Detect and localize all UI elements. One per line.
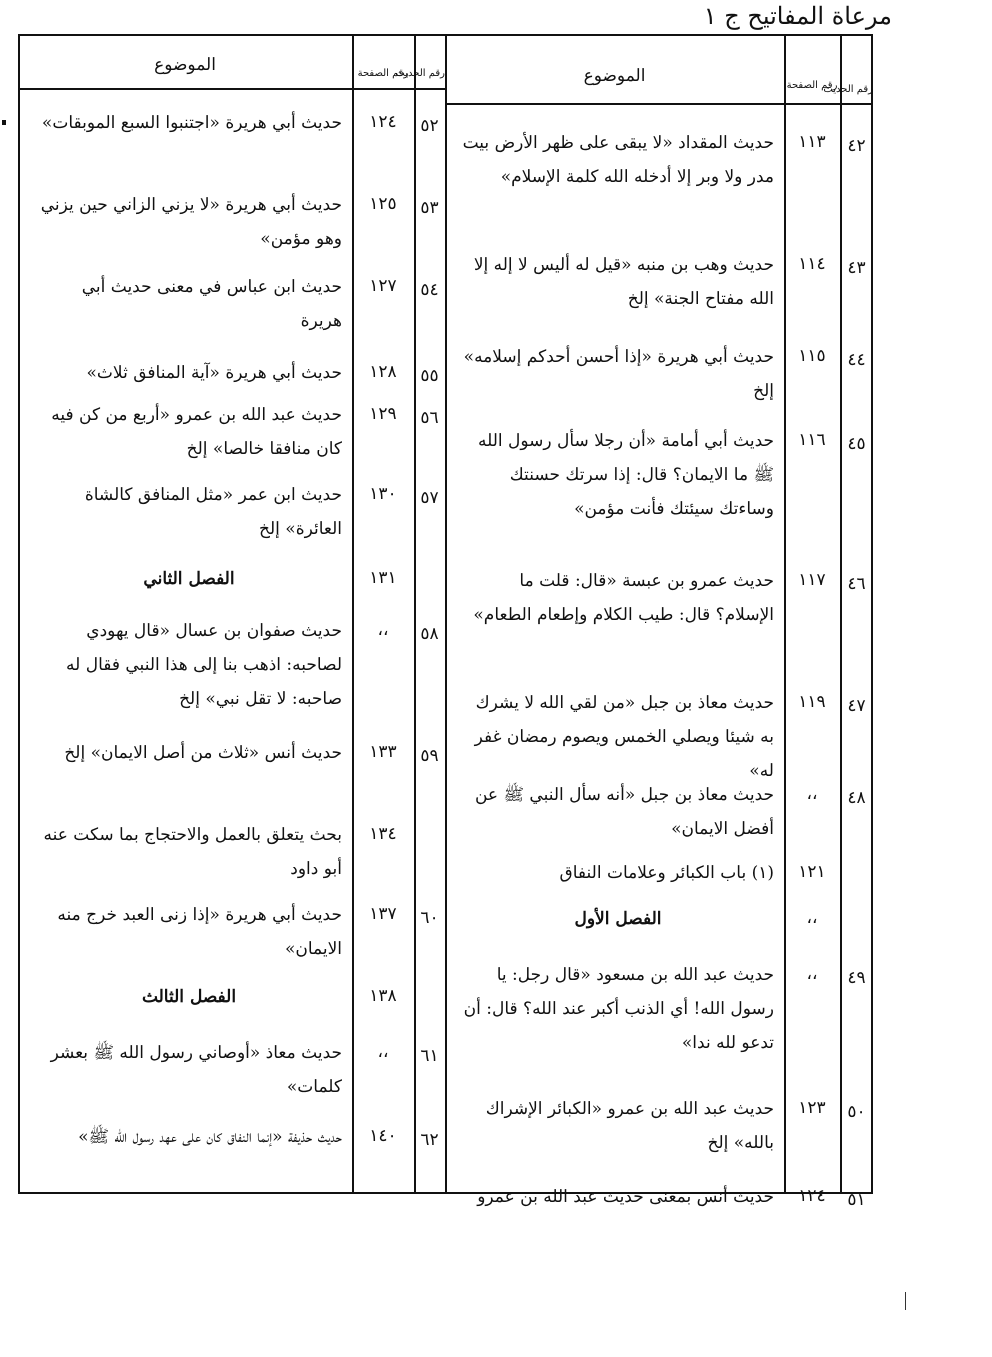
topic-entry-left: حديث صفوان بن عسال «قال يهودي لصاحبه: اذهب بنا إلى هذا النبي فقال له صاحبه: لا تقل نبي» إلخ bbox=[66, 621, 342, 709]
rule-right-hadith bbox=[840, 34, 842, 1194]
page-number-left: ١٣١ bbox=[369, 568, 397, 588]
hadith-number-left: ٥٢ bbox=[420, 116, 439, 136]
page-number-right: ١١٦ bbox=[798, 430, 826, 450]
hadith-number-left: ٥٦ bbox=[420, 408, 439, 428]
topic-entry-right: حديث عبد الله بن عمرو «الكبائر الإشراك بالله» إلخ bbox=[485, 1099, 774, 1153]
page-number-right: ١٢٤ bbox=[798, 1186, 826, 1206]
hadith-number-right: ٤٨ bbox=[847, 788, 866, 808]
header-topic-left: الموضوع bbox=[154, 55, 216, 75]
page-number-right: ١١٣ bbox=[798, 132, 826, 152]
hadith-number-right: ٤٣ bbox=[847, 258, 866, 278]
page-number-left: ١٤٠ bbox=[369, 1126, 397, 1146]
topic-entry-left: حديث أبي هريرة «لا يزني الزاني حين يزني وهو مؤمن» bbox=[40, 195, 342, 249]
page-number-right: ١٢١ bbox=[798, 862, 826, 882]
hadith-number-left: ٥٨ bbox=[420, 624, 439, 644]
hadith-number-right: ٤٤ bbox=[847, 350, 866, 370]
page-number-left: ١٢٩ bbox=[369, 404, 397, 424]
page-number-left: ١٢٥ bbox=[369, 194, 397, 214]
header-topic-right: الموضوع bbox=[583, 66, 646, 86]
topic-entry-left: حديث أبي هريرة «آية المنافق ثلاث» bbox=[86, 363, 342, 383]
page-number-left: ،، bbox=[377, 1042, 389, 1062]
page-number-right: ١١٤ bbox=[798, 254, 826, 274]
page-number-right: ،، bbox=[806, 908, 818, 928]
page-number-left: ١٢٨ bbox=[369, 362, 397, 382]
hadith-number-left: ٦٢ bbox=[420, 1130, 439, 1150]
section-heading-left: الفصل الثاني bbox=[143, 569, 235, 589]
hadith-number-right: ٤٥ bbox=[847, 434, 866, 454]
topic-entry-left: حديث ابن عمر «مثل المنافق كالشاة العائرة» إلخ bbox=[84, 485, 342, 539]
page-number-left: ١٣٠ bbox=[369, 484, 397, 504]
hadith-number-right: ٤٦ bbox=[847, 574, 866, 594]
hadith-number-left: ٥٤ bbox=[420, 280, 439, 300]
topic-entry-left: حديث ابن عباس في معنى حديث أبي هريرة bbox=[81, 277, 342, 331]
header-hadith-right: رقم الحديث bbox=[823, 84, 873, 95]
hadith-number-left: ٦١ bbox=[420, 1046, 439, 1066]
margin-tick bbox=[905, 1292, 906, 1310]
page-number-right: ،، bbox=[806, 784, 818, 804]
running-head: مرعاة المفاتيح ج ١ bbox=[703, 2, 892, 30]
topic-entry-right: حديث معاذ بن جبل «أنه سأل النبي ﷺ عن أفضل الايمان» bbox=[474, 785, 774, 839]
rule-column-divider bbox=[445, 34, 447, 1194]
section-heading-right: الفصل الأول bbox=[574, 909, 662, 929]
hadith-number-left: ٥٣ bbox=[420, 198, 439, 218]
page-number-left: ١٢٤ bbox=[369, 112, 397, 132]
hadith-number-right: ٥١ bbox=[847, 1190, 866, 1210]
topic-entry-right: حديث عبد الله بن مسعود «قال رجل: يا رسول الله! أي الذنب أكبر عند الله؟ قال: أن تدعو لله ندا» bbox=[463, 965, 774, 1053]
hadith-number-left: ٦٠ bbox=[420, 908, 439, 928]
topic-entry-left: حديث أنس «ثلاث من أصل الايمان» إلخ bbox=[64, 743, 342, 763]
margin-mark bbox=[2, 120, 6, 125]
hadith-number-right: ٤٩ bbox=[847, 968, 866, 988]
page-number-right: ١١٩ bbox=[798, 692, 826, 712]
topic-entry-right: حديث أنس بمعنى حديث عبد الله بن عمرو bbox=[477, 1187, 774, 1207]
hadith-number-right: ٤٢ bbox=[847, 136, 866, 156]
page-number-left: ١٣٣ bbox=[369, 742, 397, 762]
topic-entry-right: حديث المقداد «لا يبقى على ظهر الأرض بيت مدر ولا وبر إلا أدخله الله كلمة الإسلام» bbox=[462, 133, 774, 187]
rule-right-page bbox=[784, 34, 786, 1194]
page-number-right: ١٢٣ bbox=[798, 1098, 826, 1118]
page-number-left: ١٣٨ bbox=[369, 986, 397, 1006]
header-page-left: رقم الصفحة bbox=[357, 68, 409, 79]
page-number-right: ١١٥ bbox=[798, 346, 826, 366]
topic-entry-right: حديث أبي هريرة «إذا أحسن أحدكم إسلامه» إلخ bbox=[463, 347, 774, 401]
topic-entry-right: حديث معاذ بن جبل «من لقي الله لا يشرك به شيئا ويصلي الخمس ويصوم رمضان غفر له» bbox=[474, 693, 774, 781]
hadith-number-left: ٥٥ bbox=[420, 366, 439, 386]
topic-entry-right: حديث وهب بن منبه «قيل له أليس لا إله إلا الله مفتاح الجنة» إلخ bbox=[473, 255, 774, 309]
page-number-left: ،، bbox=[377, 620, 389, 640]
page-number-left: ١٢٧ bbox=[369, 276, 397, 296]
topic-entry-left: حديث عبد الله بن عمرو «أربع من كن فيه كان منافقا خالصا» إلخ bbox=[51, 405, 342, 459]
page-number-right: ،، bbox=[806, 964, 818, 984]
topic-entry-left: حديث حذيفة «إنما النفاق كان على عهد رسول الله ﷺ» bbox=[78, 1127, 342, 1147]
hadith-number-left: ٥٩ bbox=[420, 746, 439, 766]
header-rule-right bbox=[445, 103, 873, 105]
topic-entry-left: حديث أبي هريرة «اجتنبوا السبع الموبقات» bbox=[41, 113, 342, 133]
topic-entry-left: حديث معاذ «أوصاني رسول الله ﷺ بعشر كلمات» bbox=[50, 1043, 342, 1097]
header-hadith-left: رقم الحديث bbox=[395, 68, 445, 79]
topic-entry-right: حديث أبي أمامة «أن رجلا سأل رسول الله ﷺ ما الايمان؟ قال: إذا سرتك حسنتك وساءتك سيئتك فأنت مؤمن» bbox=[477, 431, 774, 519]
header-rule-left bbox=[18, 88, 445, 90]
hadith-number-right: ٥٠ bbox=[847, 1102, 866, 1122]
page-number-left: ١٣٧ bbox=[369, 904, 397, 924]
topic-entry-right: حديث عمرو بن عبسة «قال: قلت ما الإسلام؟ قال: طيب الكلام وإطعام الطعام» bbox=[473, 571, 774, 625]
section-heading-left: الفصل الثالث bbox=[141, 987, 237, 1007]
hadith-number-right: ٤٧ bbox=[847, 696, 866, 716]
page-number-left: ١٣٤ bbox=[369, 824, 397, 844]
hadith-number-left: ٥٧ bbox=[420, 488, 439, 508]
header-page-right: رقم الصفحة bbox=[786, 80, 838, 91]
topic-entry-right: (١) باب الكبائر وعلامات النفاق bbox=[559, 863, 774, 883]
topic-entry-left: بحث يتعلق بالعمل والاحتجاج بما سكت عنه أبو داود bbox=[43, 825, 342, 879]
page-number-right: ١١٧ bbox=[798, 570, 826, 590]
topic-entry-left: حديث أبي هريرة «إذا زنى العبد خرج منه الايمان» bbox=[57, 905, 342, 959]
